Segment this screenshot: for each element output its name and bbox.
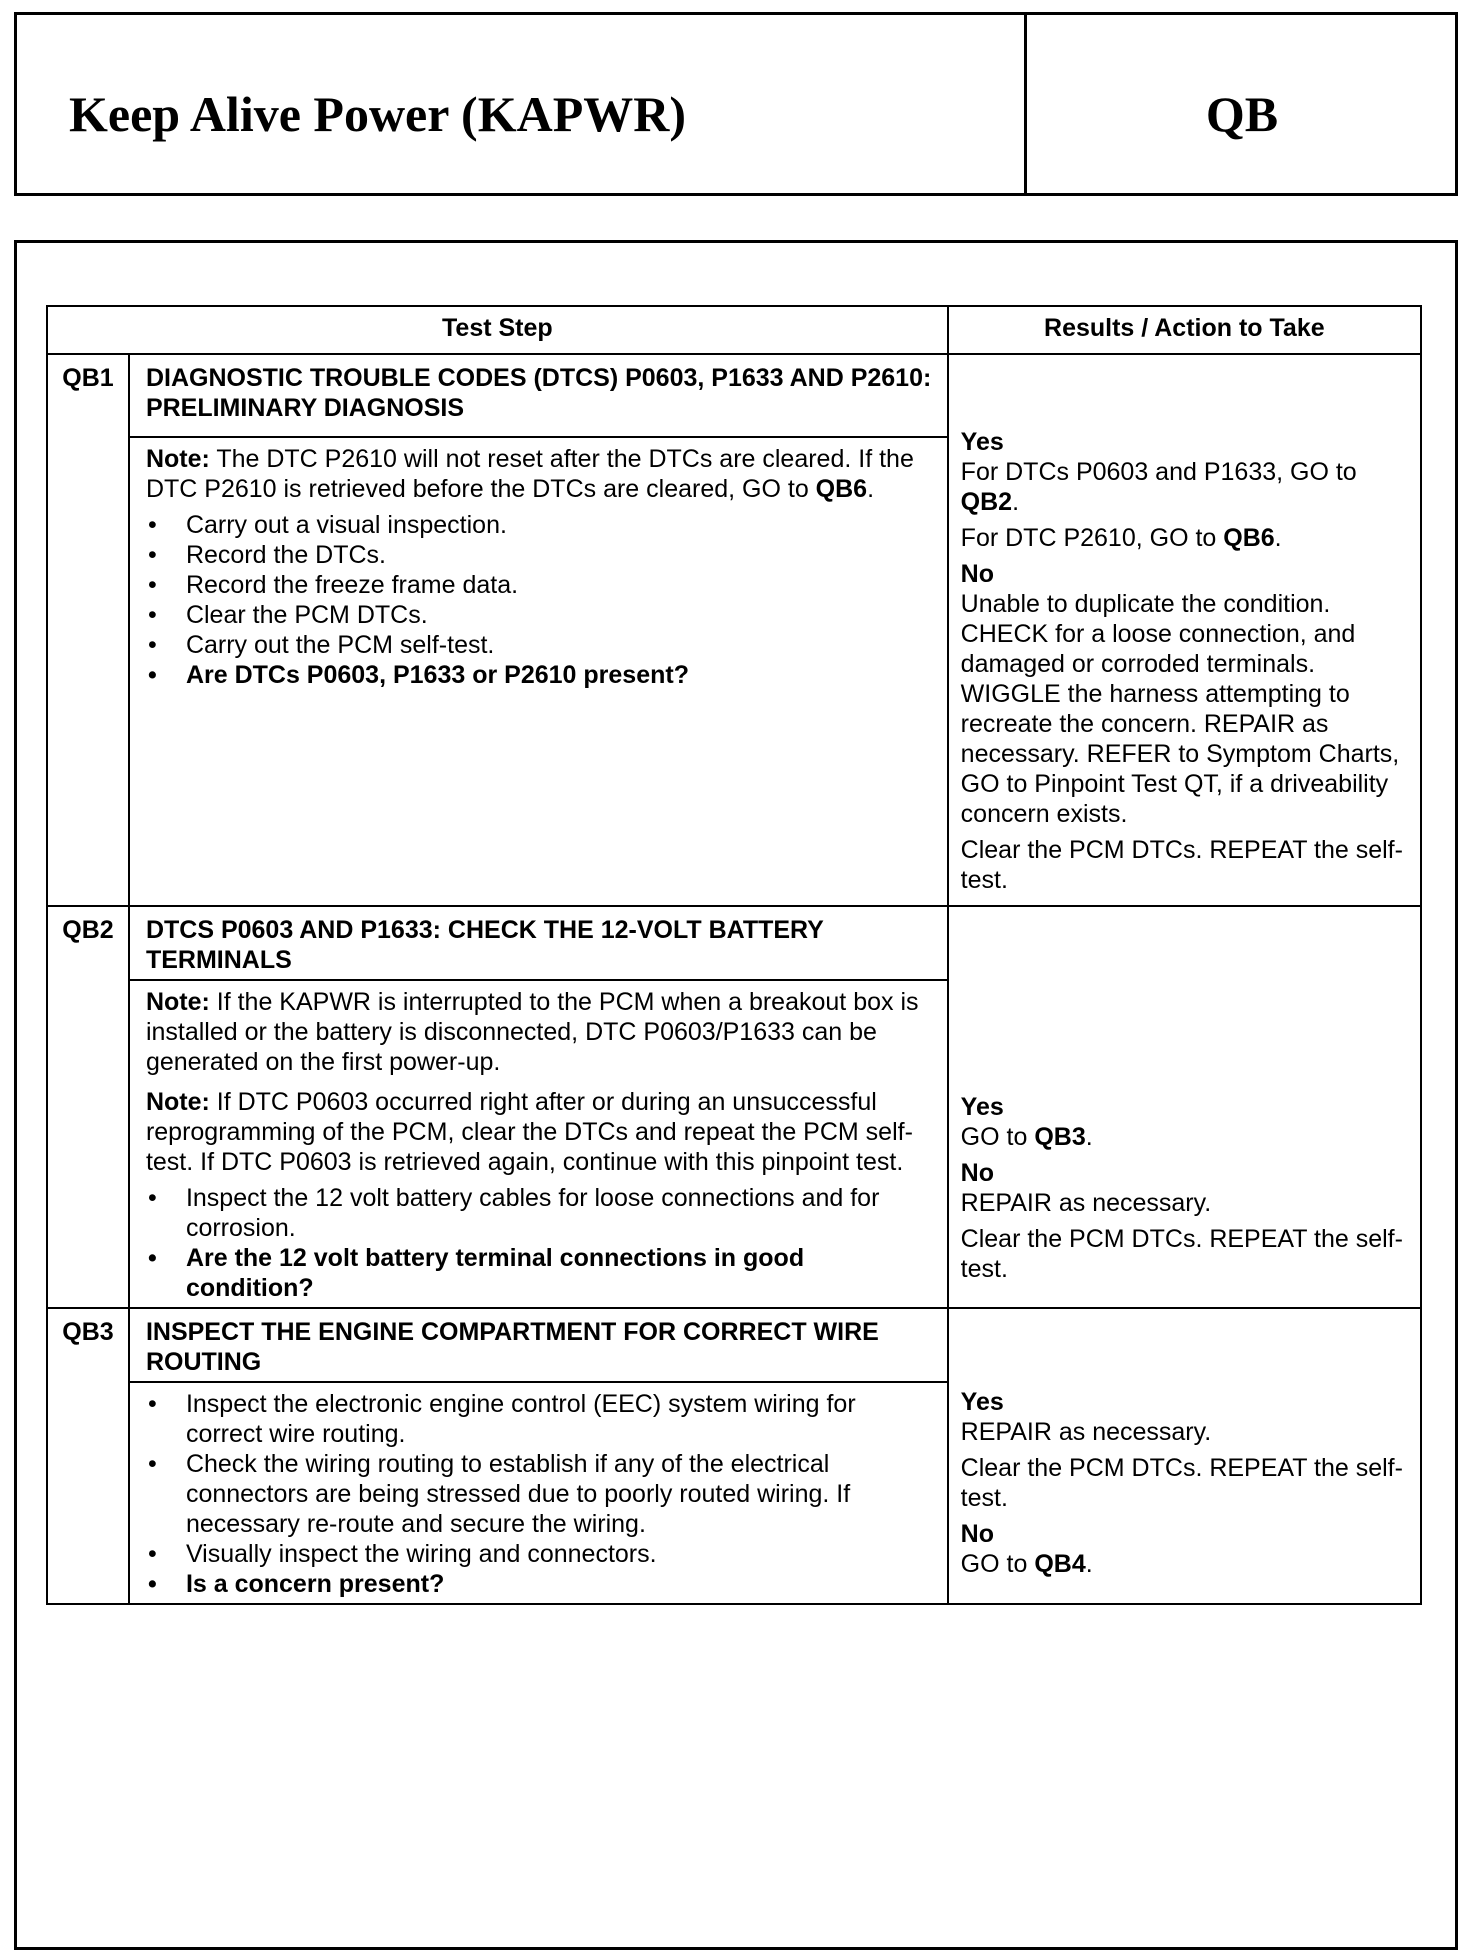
yes-action: GO to QB3.: [960, 1123, 1093, 1151]
step-id: QB2: [47, 906, 129, 980]
no-action: Clear the PCM DTCs. REPEAT the self-test.: [960, 836, 1403, 894]
no-label: No: [960, 1159, 994, 1187]
no-label: No: [960, 1520, 994, 1548]
results-cell: [948, 906, 1421, 1308]
note: Note: The DTC P2610 will not reset after the DTCs are cleared. If the DTC P2610 is retrieved before the DTCs are cleared, GO to QB6.: [145, 445, 914, 504]
yes-action: REPAIR as necessary.: [960, 1418, 1212, 1446]
no-action: REPAIR as necessary.: [960, 1189, 1212, 1217]
note: Note: If the KAPWR is interrupted to the PCM when a breakout box is installed or the battery is disconnected, DTC P0603/P1633 can be generated on the first power-up.: [145, 988, 919, 1076]
step-list: [146, 1389, 935, 1599]
list-item: • Inspect the 12 volt battery cables for loose connections and for corrosion.: [146, 1183, 935, 1243]
step-question: • Is a concern present?: [146, 1569, 935, 1599]
no-action: Clear the PCM DTCs. REPEAT the self-test.: [960, 1225, 1403, 1283]
list-item: • Check the wiring routing to establish if any of the electrical connectors are being stressed due to poorly routed wiring. If necessary re-route and secure the wiring.: [146, 1449, 935, 1539]
list-item: • Clear the PCM DTCs.: [146, 600, 935, 630]
table-row: [47, 1308, 1421, 1382]
step-body: [129, 1382, 948, 1604]
yes-label: Yes: [960, 428, 1004, 456]
no-label: No: [960, 560, 994, 588]
step-title: INSPECT THE ENGINE COMPARTMENT FOR CORRECT WIRE ROUTING: [129, 1308, 948, 1382]
no-action: GO to QB4.: [960, 1550, 1093, 1578]
step-title: DTCS P0603 AND P1633: CHECK THE 12-VOLT BATTERY TERMINALS: [129, 906, 948, 980]
step-id-spacer: [47, 1382, 129, 1604]
table-row: [47, 906, 1421, 980]
step-id-spacer: [47, 980, 129, 1308]
list-item: • Record the freeze frame data.: [146, 570, 935, 600]
yes-label: Yes: [960, 1388, 1004, 1416]
step-body: [129, 437, 948, 906]
list-item: • Record the DTCs.: [146, 540, 935, 570]
list-item: • Inspect the electronic engine control (EEC) system wiring for correct wire routing.: [146, 1389, 935, 1449]
yes-action: For DTC P2610, GO to QB6.: [960, 524, 1282, 552]
table-header-row: [47, 306, 1421, 354]
list-item: • Carry out a visual inspection.: [146, 510, 935, 540]
column-header-results: Results / Action to Take: [948, 306, 1421, 354]
step-title: DIAGNOSTIC TROUBLE CODES (DTCS) P0603, P1633 AND P2610: PRELIMINARY DIAGNOSIS: [129, 354, 948, 437]
results-cell: [948, 354, 1421, 906]
step-question: • Are the 12 volt battery terminal connections in good condition?: [146, 1243, 935, 1303]
page-header: [14, 12, 1458, 196]
column-header-test-step: Test Step: [47, 306, 948, 354]
section-code: QB: [1205, 86, 1279, 142]
note: Note: If DTC P0603 occurred right after or during an unsuccessful reprogramming of the PCM, clear the DTCs and repeat the PCM self-test. If DTC P0603 is retrieved again, continue with this pinpoint test.: [145, 1088, 913, 1176]
list-item: • Visually inspect the wiring and connectors.: [146, 1539, 935, 1569]
yes-action: For DTCs P0603 and P1633, GO to QB2.: [960, 458, 1357, 516]
step-id: QB1: [47, 354, 129, 437]
yes-label: Yes: [960, 1093, 1004, 1121]
page-title: Keep Alive Power (KAPWR): [69, 86, 686, 142]
table-row: [47, 354, 1421, 437]
step-list: [146, 1183, 935, 1303]
step-list: [146, 510, 935, 690]
step-body: [129, 980, 948, 1308]
step-id: QB3: [47, 1308, 129, 1382]
yes-action: Clear the PCM DTCs. REPEAT the self-test.: [960, 1454, 1403, 1512]
no-action: Unable to duplicate the condition. CHECK for a loose connection, and damaged or corroded terminals. WIGGLE the harness attempting to recreate the concern. REPAIR as necessary. REFER to Symptom Charts, GO to Pinpoint Test QT, if a driveability concern exists.: [960, 590, 1400, 828]
step-id-spacer: [47, 437, 129, 906]
list-item: • Carry out the PCM self-test.: [146, 630, 935, 660]
results-cell: [948, 1308, 1421, 1604]
pinpoint-test-table: [46, 305, 1422, 1605]
step-question: • Are DTCs P0603, P1633 or P2610 present?: [146, 660, 935, 690]
